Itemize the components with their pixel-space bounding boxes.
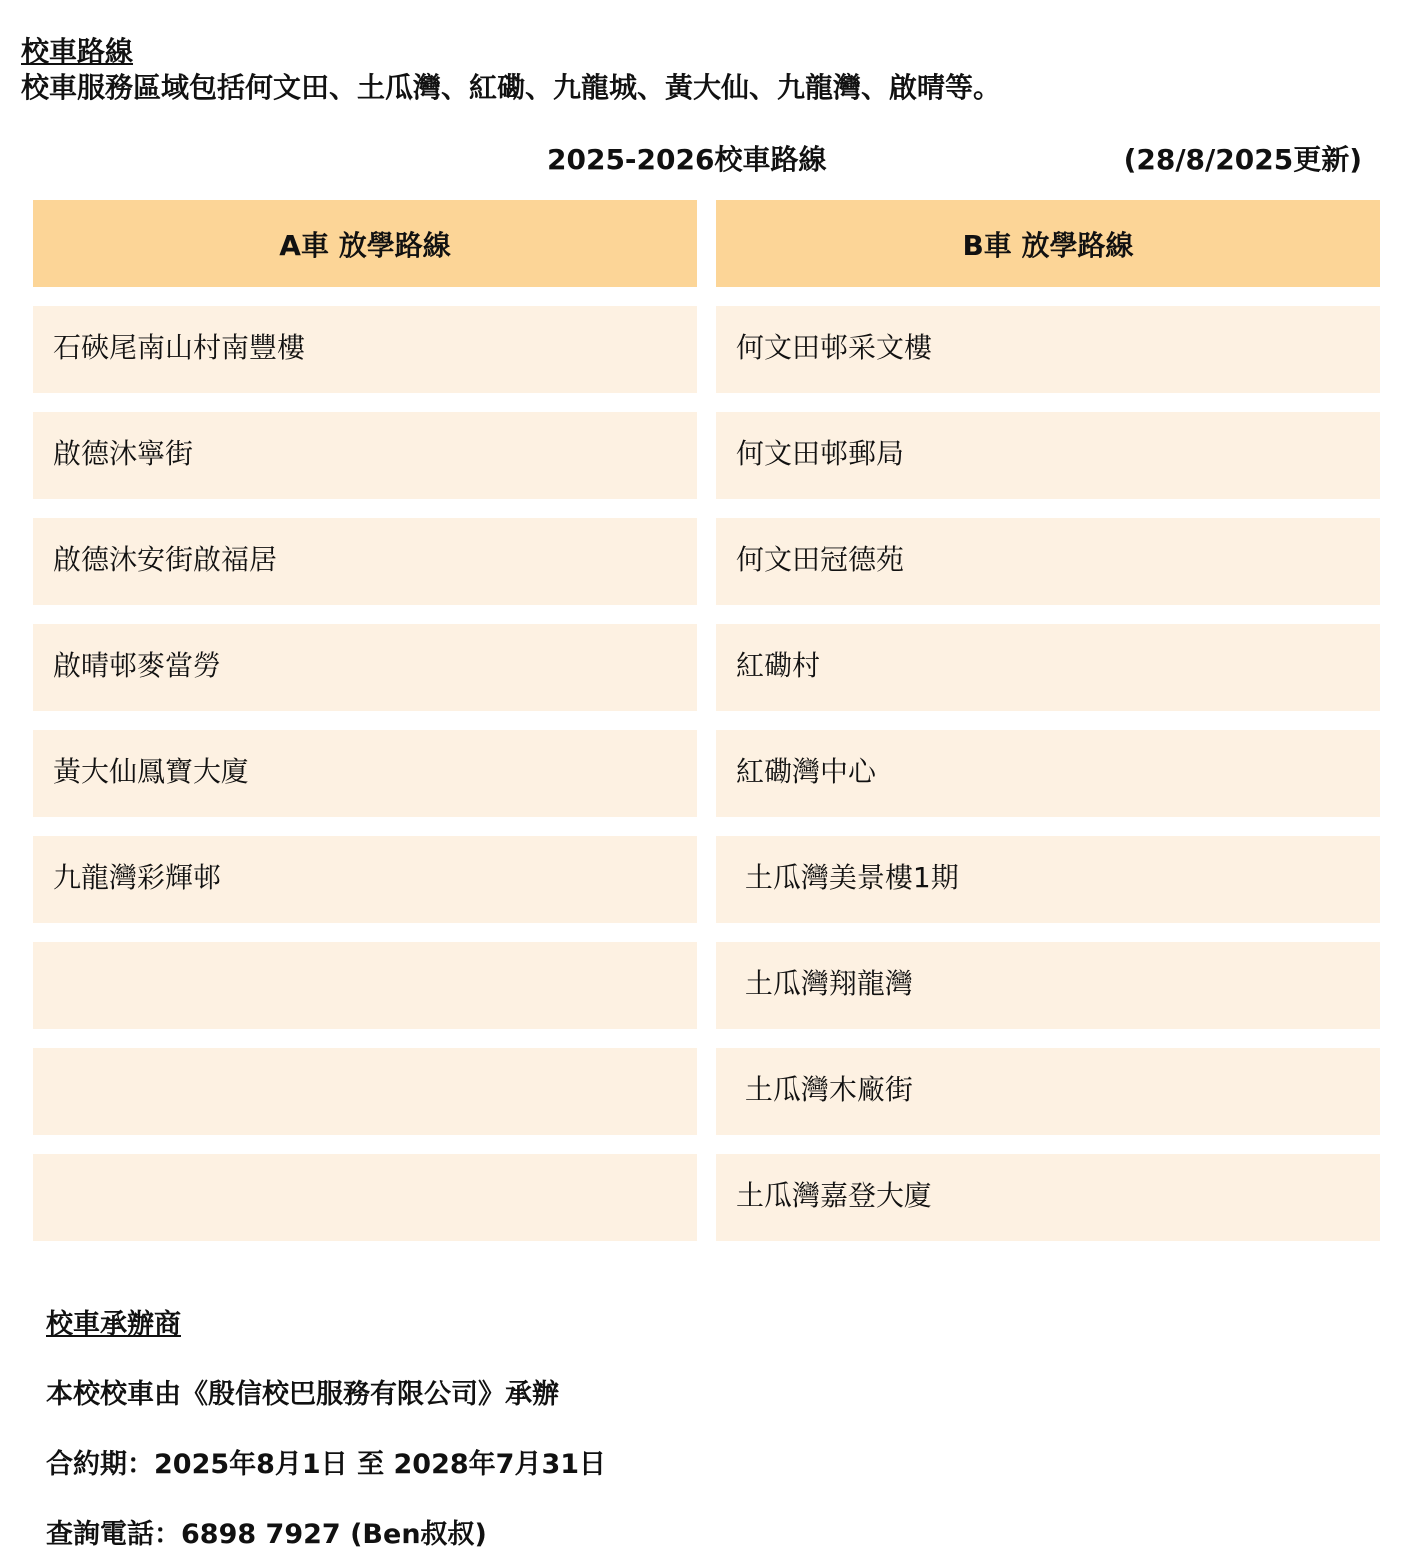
- route-a-stop: [33, 624, 697, 711]
- route-a-stop: [33, 518, 697, 605]
- route-b-stop-label: 土瓜灣嘉登大廈: [736, 1178, 933, 1212]
- route-a-stop-label: 啟晴邨麥當勞: [53, 648, 222, 682]
- route-b-stop-label: 土瓜灣木廠街: [736, 1072, 913, 1106]
- route-a-stop-empty: [33, 1048, 697, 1135]
- route-a-stop: [33, 306, 697, 393]
- column-header-a: A車 放學路線: [33, 200, 697, 287]
- route-a-stop-empty: [33, 1154, 697, 1241]
- service-area-description: 校車服務區域包括何文田、土瓜灣、紅磡、九龍城、黃大仙、九龍灣、啟晴等。: [21, 71, 1002, 104]
- route-a-stop: [33, 412, 697, 499]
- route-b-stop-label: 何文田邨郵局: [736, 436, 905, 470]
- route-b-stop-label: 土瓜灣美景樓1期: [736, 860, 959, 894]
- route-b-stop-label: 紅磡灣中心: [736, 754, 877, 788]
- route-table-updated-date: (28/8/2025更新): [1123, 143, 1362, 176]
- route-table-title: 2025-2026校車路線: [547, 143, 827, 176]
- route-a-stop: [33, 730, 697, 817]
- route-b-stop: [716, 942, 1380, 1029]
- column-header-b: B車 放學路線: [716, 200, 1380, 287]
- vendor-phone: 查詢電話：6898 7927 (Ben叔叔): [46, 1519, 487, 1550]
- route-b-stop: [716, 730, 1380, 817]
- vendor-title: 校車承辦商: [46, 1309, 181, 1340]
- route-b-stop: [716, 1154, 1380, 1241]
- route-a-stop-label: 石硤尾南山村南豐樓: [53, 330, 306, 364]
- route-a-stop-label: 啟德沐寧街: [53, 436, 194, 470]
- route-b-stop: [716, 836, 1380, 923]
- page-heading: [21, 34, 1001, 106]
- route-b-stop: [716, 518, 1380, 605]
- route-a-stop: [33, 836, 697, 923]
- route-b-stop-label: 土瓜灣翔龍灣: [736, 966, 913, 1000]
- route-a-stop-label: 黃大仙鳳寶大廈: [53, 754, 250, 788]
- page-title: 校車路線: [21, 35, 134, 68]
- route-b-stop: [716, 306, 1380, 393]
- vendor-operator: 本校校車由《殷信校巴服務有限公司》承辦: [46, 1379, 559, 1410]
- route-a-stop-empty: [33, 942, 697, 1029]
- route-b-stop-label: 何文田冠德苑: [736, 542, 905, 576]
- vendor-contract-period: 合約期：2025年8月1日 至 2028年7月31日: [46, 1449, 607, 1480]
- route-b-stop: [716, 412, 1380, 499]
- route-b-stop: [716, 1048, 1380, 1135]
- route-a-stop-label: 九龍灣彩輝邨: [53, 860, 222, 894]
- route-b-stop-label: 紅磡村: [736, 648, 821, 682]
- route-a-stop-label: 啟德沐安街啟福居: [53, 542, 278, 576]
- route-b-stop-label: 何文田邨采文樓: [736, 330, 933, 364]
- route-b-stop: [716, 624, 1380, 711]
